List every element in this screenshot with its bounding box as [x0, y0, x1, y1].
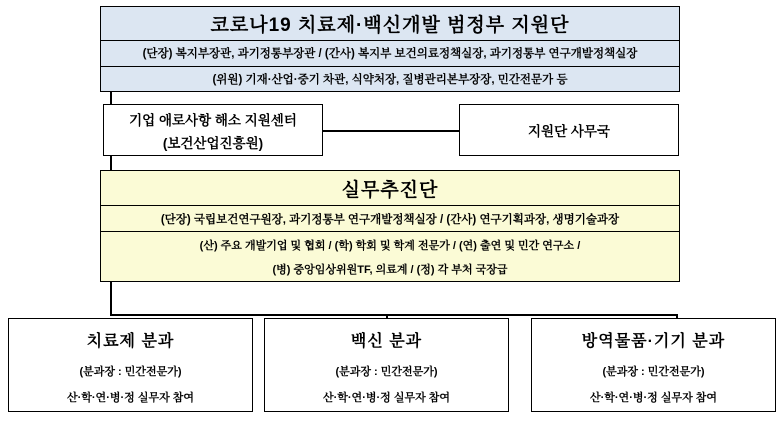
branch-title-1: 치료제 분과: [86, 332, 175, 350]
branch-title-3: 방역물품·기기 분과: [581, 332, 726, 350]
secretariat-box: [459, 104, 679, 156]
support-center-box: [103, 104, 323, 156]
branch-box-1: [8, 318, 253, 412]
secretariat-label: 지원단 사무국: [528, 124, 610, 139]
branch-box-3: [531, 318, 776, 412]
connector-working-group-stem: [110, 282, 112, 316]
headquarters-leadership: (단장) 복지부장관, 과기정통부장관 / (간사) 복지부 보건의료정책실장, 과기정통부 연구개발정책실장: [101, 40, 679, 65]
branch-participants-1: 산·학·연·병·정 실무자 참여: [66, 392, 195, 404]
working-group-box: [100, 170, 680, 282]
working-group-title: 실무추진단: [341, 179, 439, 201]
branch-box-2: [264, 318, 509, 412]
branch-participants-2: 산·학·연·병·정 실무자 참여: [322, 392, 451, 404]
headquarters-box: [100, 6, 680, 92]
branch-chair-2: (분과장 : 민간전문가): [335, 366, 438, 378]
connector-branch-bar: [110, 314, 677, 316]
branch-chair-1: (분과장 : 민간전문가): [79, 366, 182, 378]
headquarters-members: (위원) 기재·산업·중기 차관, 식약처장, 질병관리본부장장, 민간전문가 등: [101, 66, 679, 91]
branch-title-2: 백신 분과: [350, 332, 423, 350]
branch-participants-3: 산·학·연·병·정 실무자 참여: [589, 392, 718, 404]
support-center-line2: (보건산업진흥원): [162, 136, 264, 151]
branch-chair-3: (분과장 : 민간전문가): [602, 366, 705, 378]
working-group-members-line1: (산) 주요 개발기업 및 협회 / (학) 학회 및 학계 전문가 / (연) 출연 및 민간 연구소 /: [101, 231, 679, 257]
headquarters-title: 코로나19 치료제·백신개발 범정부 지원단: [210, 15, 570, 37]
working-group-leadership: (단장) 국립보건연구원장, 과기정통부 연구개발정책실장 / (간사) 연구기획과장, 생명기술과장: [101, 205, 679, 231]
support-center-line1: 기업 애로사항 해소 지원센터: [129, 113, 297, 128]
working-group-members-line2: (병) 중앙임상위원TF, 의료계 / (정) 각 부처 국장급: [272, 264, 508, 276]
